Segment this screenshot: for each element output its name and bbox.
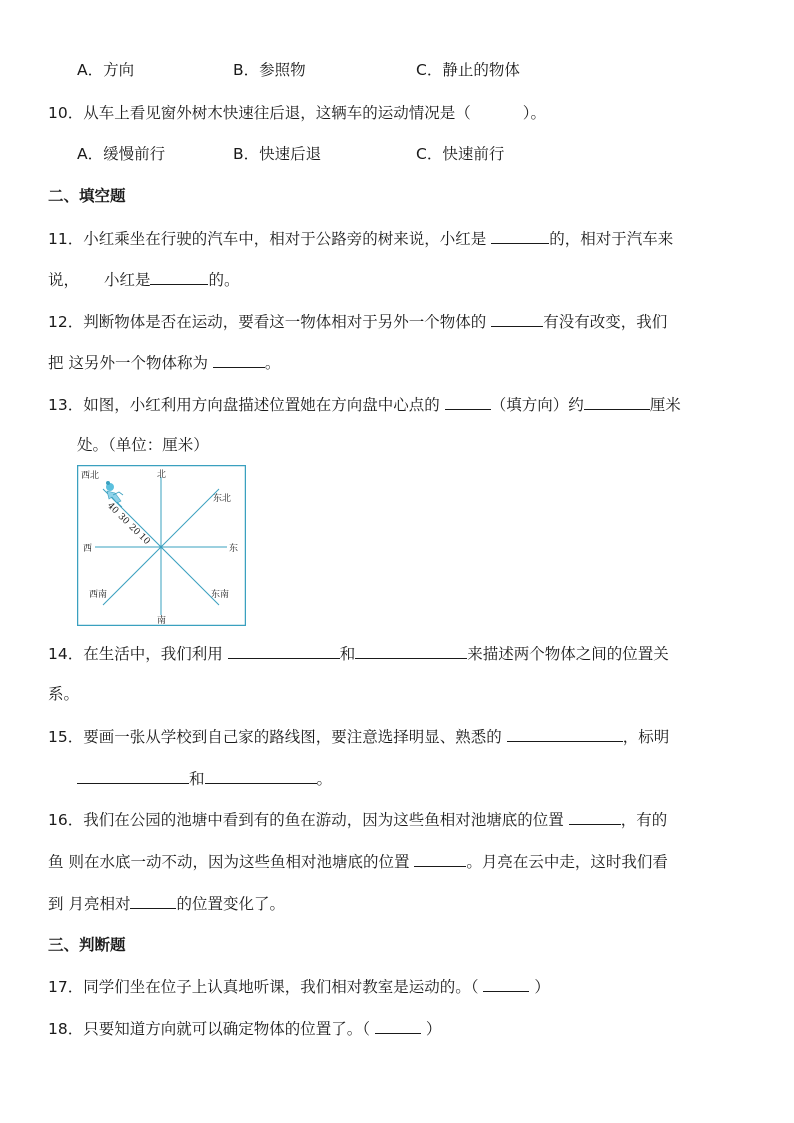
q12-line1 <box>48 310 667 333</box>
q10-option-c: C．快速前行 <box>416 145 505 163</box>
scale-tick-20: 20 <box>126 522 142 538</box>
q13-text-2: （填方向）约 <box>490 396 584 414</box>
q11-line1 <box>48 227 673 250</box>
q10-end: ）。 <box>522 104 547 122</box>
q16-text-7: 月亮相对 <box>68 895 131 913</box>
q13-text-1: 如图，小红利用方向盘描述位置她在方向盘中心点的 <box>83 396 440 414</box>
label-north: 北 <box>157 470 167 480</box>
q12-text-3: 把 <box>48 354 64 372</box>
q16-line3 <box>48 892 285 915</box>
q12-text-2: 有没有改变，我们 <box>543 313 668 331</box>
q17-end: ） <box>534 978 550 996</box>
direction-diagram <box>77 465 246 626</box>
q11-number: 11． <box>48 230 84 248</box>
q15-blank-1[interactable] <box>507 725 623 742</box>
scale-tick-40: 40 <box>104 500 121 517</box>
q15-text-4: 。 <box>316 770 333 788</box>
q18-answer-blank[interactable] <box>375 1017 421 1034</box>
label-east: 东 <box>229 544 239 554</box>
q11-text-4: 小红是 <box>103 271 151 289</box>
q14-text-3: 来描述两个物体之间的位置关 <box>467 645 669 663</box>
q17-answer-blank[interactable] <box>483 975 529 992</box>
q10-number: 10． <box>48 104 84 122</box>
q13-text-3: 厘米 <box>649 396 681 414</box>
q16-text-8: 的位置变化了。 <box>176 895 285 913</box>
q18-question <box>48 1017 441 1040</box>
q14-line1 <box>48 642 669 665</box>
q10-option-a: A．缓慢前行 <box>77 145 166 163</box>
label-southwest: 西南 <box>89 590 108 600</box>
label-southeast: 东南 <box>211 590 230 600</box>
q14-blank-2[interactable] <box>355 642 467 659</box>
q11-text-2: 的，相对于汽车来 <box>549 230 674 248</box>
q18-end: ） <box>425 1020 442 1038</box>
scale-tick-30: 30 <box>115 511 131 527</box>
q16-line2 <box>48 850 668 873</box>
q14-line2: 系。 <box>48 685 80 703</box>
q18-number: 18． <box>48 1020 84 1038</box>
q10-text: 从车上看见窗外树木快速往后退，这辆车的运动情况是（ <box>83 104 471 122</box>
q9-option-a: A．方向 <box>77 61 135 79</box>
q11-blank-1[interactable] <box>491 227 549 244</box>
q14-text-1: 在生活中，我们利用 <box>83 645 223 663</box>
q16-number: 16． <box>48 811 84 829</box>
q14-blank-1[interactable] <box>228 642 340 659</box>
q13-line1 <box>48 393 681 416</box>
q18-text: 只要知道方向就可以确定物体的位置了。（ <box>83 1020 370 1038</box>
q16-blank-2[interactable] <box>414 850 466 867</box>
q15-text-2: ，标明 <box>622 728 670 746</box>
q12-blank-2[interactable] <box>213 351 265 368</box>
label-northwest: 西北 <box>81 471 100 481</box>
section-true-false-title: 三、判断题 <box>48 936 126 954</box>
q15-blank-3[interactable] <box>205 767 317 784</box>
q16-text-5: 。月亮在云中走，这时我们看 <box>466 853 668 871</box>
label-south: 南 <box>157 616 167 626</box>
q14-text-2: 和 <box>339 645 356 663</box>
q15-line1 <box>48 725 669 748</box>
q9-option-b: B．参照物 <box>233 61 306 79</box>
q10-question <box>48 102 546 124</box>
q10-option-b: B．快速后退 <box>233 145 322 163</box>
q16-text-2: ，有的 <box>620 811 668 829</box>
q12-blank-1[interactable] <box>491 310 543 327</box>
q11-line2 <box>48 268 239 291</box>
q12-text-5: 。 <box>264 354 281 372</box>
q15-text-1: 要画一张从学校到自己家的路线图，要注意选择明显、熟悉的 <box>83 728 502 746</box>
q16-text-4: 则在水底一动不动，因为这些鱼相对池塘底的位置 <box>68 853 410 871</box>
q15-line2 <box>77 767 332 790</box>
q16-text-1: 我们在公园的池塘中看到有的鱼在游动，因为这些鱼相对池塘底的位置 <box>83 811 564 829</box>
q15-text-3: 和 <box>189 770 205 788</box>
q13-blank-distance[interactable] <box>584 393 650 410</box>
q12-number: 12． <box>48 313 84 331</box>
q11-text-1: 小红乘坐在行驶的汽车中，相对于公路旁的树来说，小红是 <box>83 230 487 248</box>
q17-text: 同学们坐在位子上认真地听课，我们相对教室是运动的。（ <box>83 978 479 996</box>
q16-line1 <box>48 808 667 831</box>
q16-text-3: 鱼 <box>48 853 64 871</box>
q16-blank-1[interactable] <box>569 808 621 825</box>
q15-blank-2[interactable] <box>77 767 189 784</box>
q15-number: 15． <box>48 728 84 746</box>
q13-blank-direction[interactable] <box>445 393 491 410</box>
scale-tick-10: 10 <box>136 531 152 547</box>
q9-option-c: C．静止的物体 <box>416 61 520 79</box>
section-fill-in-title: 二、填空题 <box>48 187 126 205</box>
q11-text-5: 的。 <box>208 271 240 289</box>
q12-text-4: 这另外一个物体称为 <box>68 354 208 372</box>
q11-blank-2[interactable] <box>150 268 208 285</box>
q14-number: 14． <box>48 645 84 663</box>
q17-number: 17． <box>48 978 84 996</box>
q16-text-6: 到 <box>48 895 64 913</box>
q11-text-3: 说， <box>48 271 80 289</box>
q13-line2: 处。（单位：厘米） <box>77 436 209 454</box>
label-northeast: 东北 <box>213 494 232 504</box>
label-west: 西 <box>83 544 93 554</box>
q17-question <box>48 975 550 998</box>
q13-number: 13． <box>48 396 84 414</box>
q12-text-1: 判断物体是否在运动，要看这一物体相对于另外一个物体的 <box>83 313 487 331</box>
q12-line2 <box>48 351 280 374</box>
q16-blank-3[interactable] <box>130 892 176 909</box>
